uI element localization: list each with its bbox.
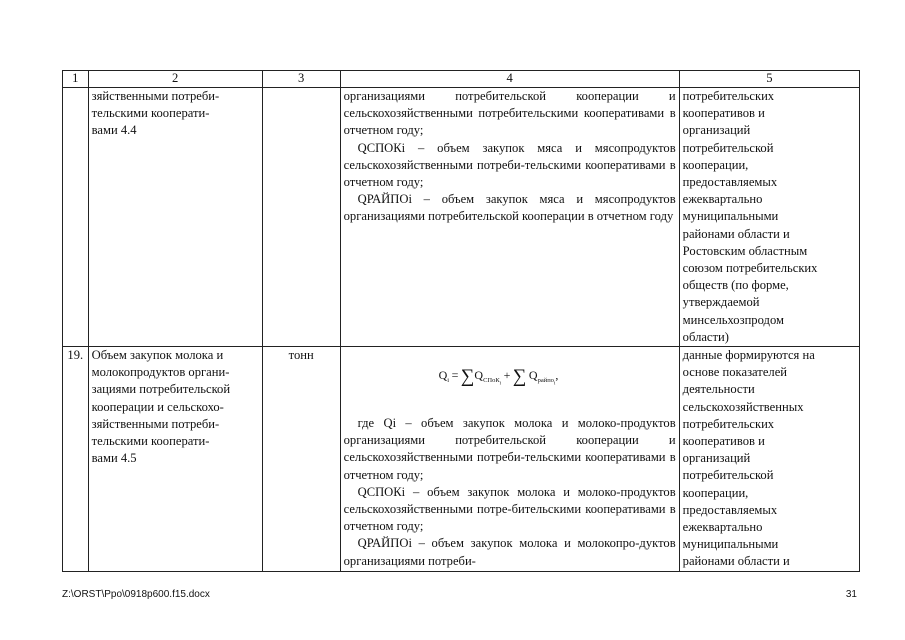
column-number-3: 3	[262, 71, 340, 88]
column-number-4: 4	[340, 71, 679, 88]
column-number-row	[63, 71, 860, 88]
table-row-19	[63, 347, 860, 572]
formula-end: ,	[555, 368, 559, 383]
method-cell	[340, 88, 679, 347]
footer-page-number: 31	[845, 589, 857, 600]
formula-term1-sub: СПоК	[483, 377, 500, 385]
method-paragraph: QСПОКi – объем закупок мяса и мясопродуктов сельскохозяйственными потреби-тельскими кооперативами в отчетном году;	[343, 140, 676, 190]
document-table	[62, 70, 860, 572]
formula-equals: =	[451, 368, 459, 383]
formula-term2: Q	[528, 368, 538, 383]
formula-box	[344, 347, 676, 415]
column-number-2: 2	[88, 71, 262, 88]
source-text: потребительских кооперативов и организаций потребительской кооперации, предоставляемых ежеквартально муниципальными районами области и Ростовским областным союзом потребительских обществ (по форме, утверждаемой минсельхозпродом области)	[682, 89, 818, 344]
formula-lhs: Q	[438, 368, 448, 383]
indicator-cell	[88, 88, 262, 347]
unit-cell: тонн	[262, 347, 340, 572]
sum-symbol: ∑	[512, 366, 527, 388]
formula	[439, 367, 559, 393]
row-number-cell: 19.	[63, 347, 89, 572]
source-text: данные формируются на основе показателей деятельности сельскохозяйственных потребительских кооперативов и организаций потребительской кооперации, предоставляемых ежеквартально муниципальными районами области и	[682, 348, 815, 569]
formula-term2-subsub: i	[553, 381, 556, 387]
indicator-cell	[88, 347, 262, 572]
indicator-text: зяйственными потреби- тельскими кооперати- вами 4.4	[91, 89, 220, 138]
unit-cell	[262, 88, 340, 347]
method-paragraph: QСПОКi – объем закупок молока и молоко-продуктов сельскохозяйственными потре-бительскими кооперативами в отчетном году;	[343, 484, 676, 534]
formula-term1: Q	[474, 368, 484, 383]
method-paragraph: организациями потребительской кооперации и сельскохозяйственными потребительскими кооперативами в отчетном году;	[343, 89, 676, 138]
footer-file-path: Z:\ORST\Ppo\0918p600.f15.docx	[62, 589, 210, 600]
formula-plus: +	[503, 368, 511, 383]
formula-term2-sub: райпо	[537, 377, 554, 385]
method-paragraph: где Qi – объем закупок молока и молоко-продуктов организациями потребительской кооперации и сельскохозяйственными потреби-тельскими кооперативами в отчетном году;	[343, 416, 676, 482]
formula-term1-subsub: i	[499, 381, 502, 387]
row-number-cell	[63, 88, 89, 347]
indicator-text: Объем закупок молока и молокопродуктов органи- зациями потребительской кооперации и сельскохо- зяйственными потреби- тельскими кооперати- вами 4.5	[91, 348, 231, 466]
method-cell	[340, 347, 679, 572]
source-cell	[679, 88, 859, 347]
method-paragraph: QРАЙПОi – объем закупок мяса и мясопродуктов организациями потребительской кооперации в отчетном году	[343, 192, 676, 224]
formula-lhs-sub: i	[447, 377, 450, 385]
column-number-1: 1	[63, 71, 89, 88]
method-paragraph: QРАЙПОi – объем закупок молока и молокопро-дуктов организациями потреби-	[343, 536, 676, 568]
sum-symbol: ∑	[460, 366, 475, 388]
source-cell	[679, 347, 859, 572]
column-number-5: 5	[679, 71, 859, 88]
table-row-continuation	[63, 88, 860, 347]
